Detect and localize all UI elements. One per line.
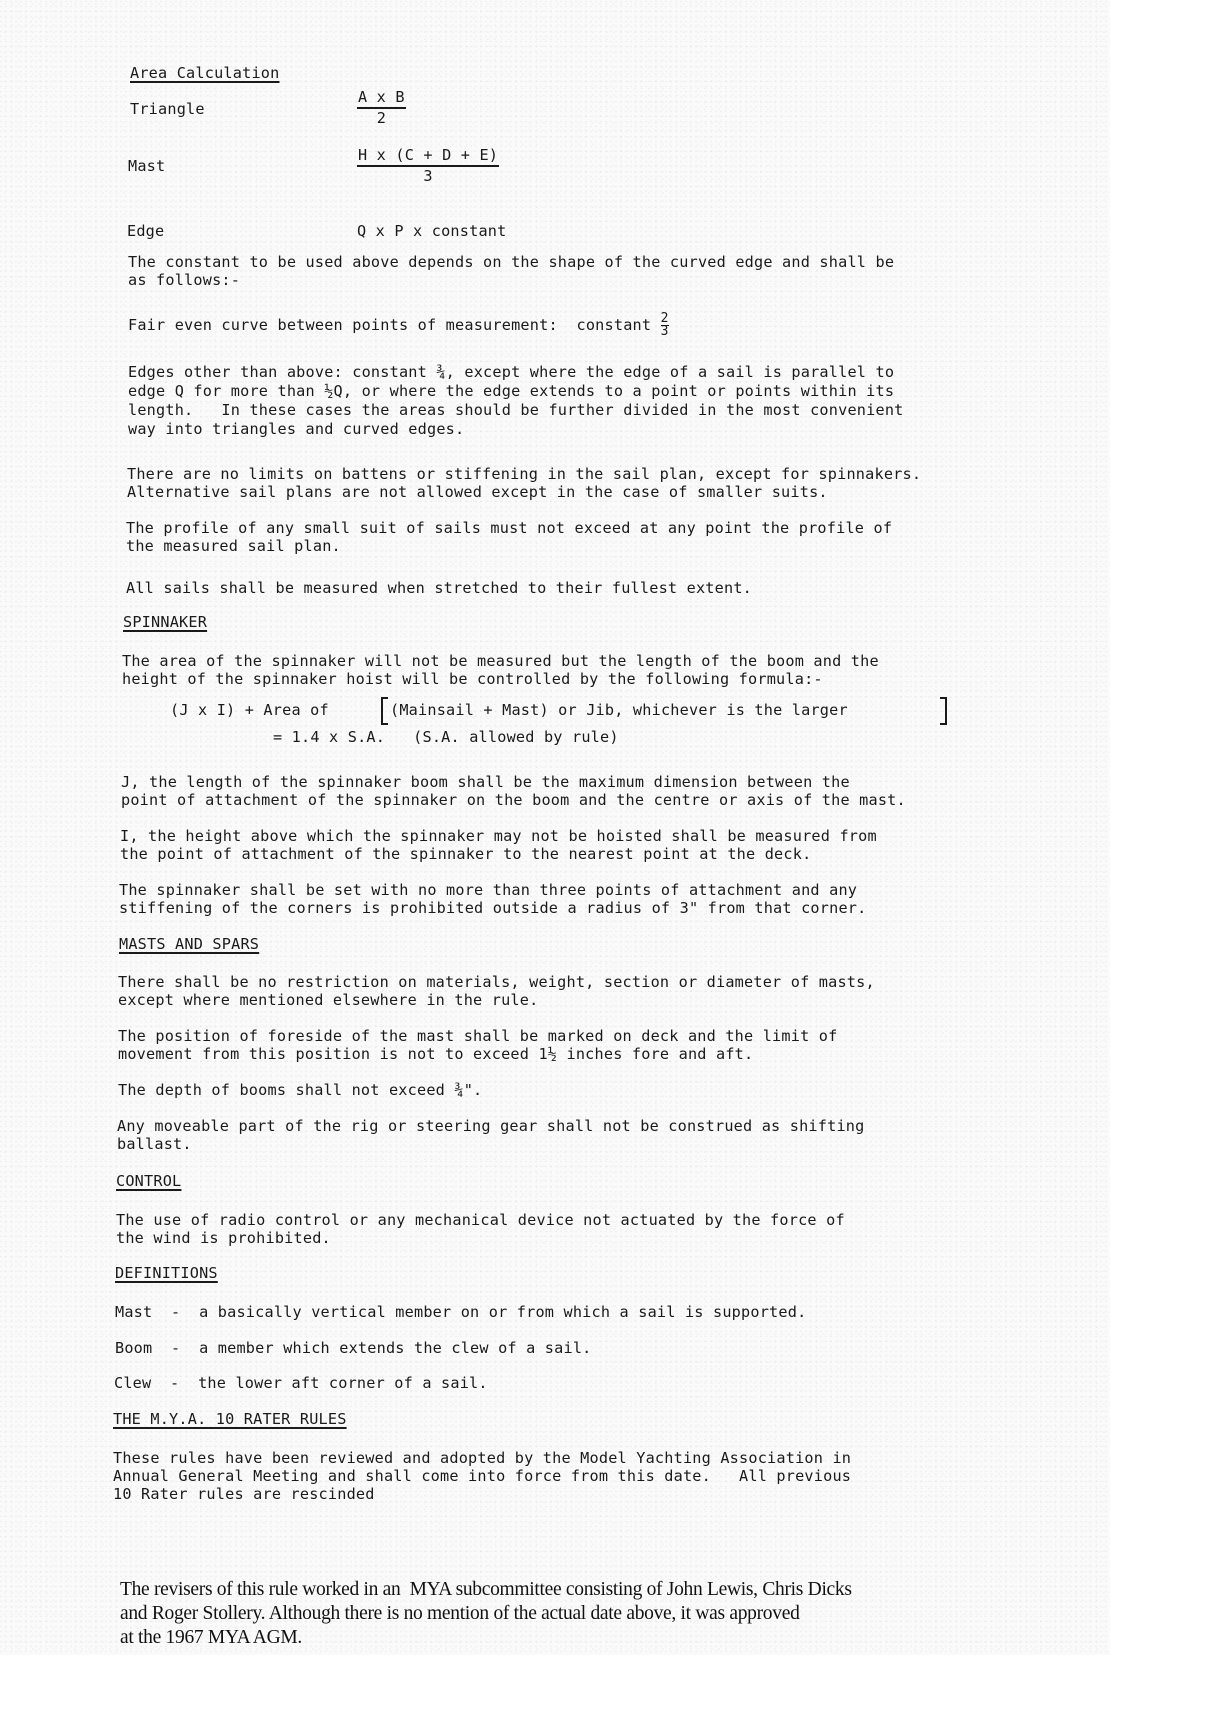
control-line: the wind is prohibited. (116, 1229, 331, 1247)
j-definition-line: point of attachment of the spinnaker on the boom and the centre or axis of the mast. (121, 791, 906, 809)
spinnaker-intro-line: height of the spinnaker hoist will be controlled by the following formula:- (122, 670, 823, 688)
masts-and-spars-heading: MASTS AND SPARS (119, 935, 260, 953)
revisers-note-line: at the 1967 MYA AGM. (120, 1627, 302, 1648)
fair-curve-fraction (661, 313, 669, 338)
revisers-note (120, 1578, 1110, 1650)
control-heading: CONTROL (116, 1172, 182, 1190)
rules-line: These rules have been reviewed and adopted by the Model Yachting Association in (113, 1449, 852, 1467)
fair-curve-text: Fair even curve between points of measurement: constant (128, 316, 652, 334)
j-definition-line: J, the length of the spinnaker boom shall be the maximum dimension between the (121, 773, 850, 791)
triangle-numerator: A x B (357, 88, 406, 109)
fair-curve-denominator: 3 (660, 324, 669, 339)
control-line: The use of radio control or any mechanical device not actuated by the force of (116, 1211, 845, 1229)
fair-curve-numerator: 2 (660, 311, 669, 326)
triangle-label: Triangle (130, 100, 205, 118)
edge-label: Edge (127, 222, 165, 240)
triangle-formula (357, 88, 406, 127)
right-bracket (940, 697, 947, 725)
i-definition-line: I, the height above which the spinnaker may not be hoisted shall be measured from (120, 827, 877, 845)
fair-curve-line (128, 313, 669, 338)
left-bracket (381, 697, 388, 725)
revisers-note-line: The revisers of this rule worked in an MYA subcommittee consisting of John Lewis, Chris Dicks (120, 1579, 852, 1600)
spinnaker-formula-inner: (Mainsail + Mast) or Jib, whichever is the larger (390, 701, 848, 719)
rules-line: Annual General Meeting and shall come into force from this date. All previous (113, 1467, 852, 1485)
battens-line: Alternative sail plans are not allowed except in the case of smaller suits. (127, 483, 828, 501)
stretched-line: All sails shall be measured when stretched to their fullest extent. (126, 579, 753, 597)
profile-line: The profile of any small suit of sails must not exceed at any point the profile of (126, 519, 893, 537)
spinnaker-set-line: The spinnaker shall be set with no more than three points of attachment and any (119, 881, 858, 899)
mast-label: Mast (128, 157, 166, 175)
moveable-part-line: Any moveable part of the rig or steering gear shall not be construed as shifting (117, 1117, 865, 1135)
definition-item-boom: Boom - a member which extends the clew of a sail. (115, 1339, 592, 1357)
constant-para-line: as follows:- (128, 271, 241, 289)
rules-heading: THE M.Y.A. 10 RATER RULES (113, 1410, 347, 1428)
edge-formula: Q x P x constant (357, 222, 507, 240)
spinnaker-formula-result: = 1.4 x S.A. (S.A. allowed by rule) (273, 728, 619, 746)
definition-item-mast: Mast - a basically vertical member on or from which a sail is supported. (115, 1303, 807, 1321)
rules-line: 10 Rater rules are rescinded (113, 1485, 375, 1503)
definitions-heading: DEFINITIONS (115, 1264, 218, 1282)
mast-denominator: 3 (423, 167, 433, 185)
i-definition-line: the point of attachment of the spinnaker to the nearest point at the deck. (120, 845, 812, 863)
spinnaker-formula-prefix: (J x I) + Area of (170, 701, 329, 719)
constant-para-line: The constant to be used above depends on the shape of the curved edge and shall be (128, 253, 895, 271)
masts-restriction-line: There shall be no restriction on materials, weight, section or diameter of masts, (118, 973, 875, 991)
spinnaker-set-line: stiffening of the corners is prohibited outside a radius of 3" from that corner. (119, 899, 867, 917)
mast-numerator: H x (C + D + E) (357, 146, 499, 167)
area-calculation-heading: Area Calculation (130, 64, 280, 82)
definition-item-clew: Clew - the lower aft corner of a sail. (114, 1374, 488, 1392)
mast-formula (357, 146, 499, 185)
battens-line: There are no limits on battens or stiffening in the sail plan, except for spinnakers. (127, 465, 922, 483)
edges-other-line: length. In these cases the areas should be further divided in the most convenient (128, 401, 904, 419)
moveable-part-line: ballast. (117, 1135, 192, 1153)
spinnaker-intro-line: The area of the spinnaker will not be measured but the length of the boom and the (122, 652, 879, 670)
masts-restriction-line: except where mentioned elsewhere in the rule. (118, 991, 539, 1009)
triangle-denominator: 2 (376, 109, 387, 127)
revisers-note-line: and Roger Stollery. Although there is no mention of the actual date above, it was approved (120, 1603, 800, 1624)
mast-position-line: movement from this position is not to exceed 1½ inches fore and aft. (118, 1045, 754, 1063)
profile-line: the measured sail plan. (126, 537, 341, 555)
edges-other-line: Edges other than above: constant ¾, except where the edge of a sail is parallel to (128, 363, 895, 381)
spinnaker-heading: SPINNAKER (123, 613, 208, 631)
booms-depth-line: The depth of booms shall not exceed ¾". (118, 1081, 483, 1099)
edges-other-line: way into triangles and curved edges. (128, 420, 465, 438)
edges-other-line: edge Q for more than ½Q, or where the edge extends to a point or points within its (128, 382, 895, 400)
mast-position-line: The position of foreside of the mast shall be marked on deck and the limit of (118, 1027, 838, 1045)
